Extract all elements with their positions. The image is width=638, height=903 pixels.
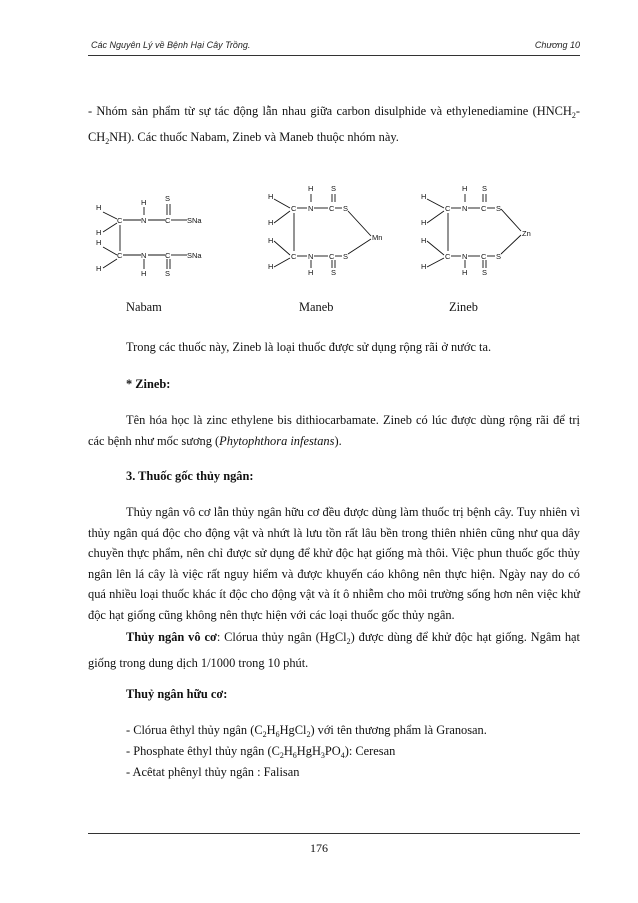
running-header-chapter: Chương 10 [534,40,580,50]
intro-paragraph: - Nhóm sản phẩm từ sự tác động lẫn nhau giữa carbon disulphide và ethylenediamine $(HNCH_2-CH_2NH)$. Các thuốc Nabam, Zineb và Maneb thuộc nhóm này. [88,104,580,146]
atom-sna: SNa [187,251,202,260]
atom-s: S [482,268,488,277]
atom-h: H [462,268,468,277]
organic-item-granosan: - Clórua êthyl thủy ngân $(C_2H_6HgCl_2)$ với tên thương phẩm là Granosan. [126,723,487,739]
atom-h: H [462,184,468,193]
zineb-structure [417,183,552,283]
atom-s: S [343,204,349,213]
atom-n: N [141,251,147,260]
zineb-description: Tên hóa học là zinc ethylene bis dithiocarbamate. Zineb có lúc được dùng rộng rãi để trị các bệnh như mốc sương (Phytophthora infestans). [88,413,580,448]
atom-n: N [308,252,314,261]
atom-c: C [291,204,297,213]
atom-h: H [268,262,274,271]
atom-h: H [96,238,102,247]
organic-mercury-heading: Thuỷ ngân hữu cơ: [126,687,228,701]
atom-h: H [308,268,314,277]
atom-h: H [421,236,427,245]
atom-n: N [462,252,468,261]
atom-zn: Zn [522,229,531,238]
atom-s: S [343,252,349,261]
atom-c: C [445,204,451,213]
atom-c: C [165,216,171,225]
atom-c: C [291,252,297,261]
atom-h: H [421,218,427,227]
atom-c: C [445,252,451,261]
atom-h: H [141,269,147,278]
atom-s: S [496,204,502,213]
footer-rule [88,833,580,834]
atom-mn: Mn [372,233,383,242]
atom-s: S [331,184,337,193]
atom-c: C [117,251,123,260]
atom-h: H [141,198,147,207]
section-3-paragraph: Thủy ngân vô cơ lẫn thủy ngân hữu cơ đều được dùng làm thuốc trị bệnh cây. Tuy nhiên vì thủy ngân quá độc cho động vật và nhứt là lưu tồn rất lâu bền trong thiên nhiên cũng như qua dây chuyền thực phẩm, nên chỉ được sử dụng để khử độc hạt giống mà thôi. Việc phun thuốc gốc thủy ngân lên lá cây là việc rất nguy hiểm và được khuyến cáo không nên thực hiện. Ngày nay do có quá nhiều loại thuốc khác ít độc cho động vật và ít ô nhiễm cho môi trường sống hơn nên việc khử độc hạt giống cũng không nên thực hiện với các loại thuốc gốc thủy ngân. [88,505,580,622]
atom-h: H [308,184,314,193]
nabam-structure [92,183,222,283]
atom-n: N [308,204,314,213]
page-number: 176 [310,841,328,855]
atom-s: S [496,252,502,261]
atom-c: C [117,216,123,225]
running-header-title: Các Nguyên Lý về Bệnh Hại Cây Trồng. [91,40,251,50]
atom-h: H [268,236,274,245]
header-rule [88,55,580,56]
atom-c: C [481,204,487,213]
organic-item-falisan: - Acêtat phênyl thủy ngân : Falisan [126,765,300,779]
atom-c: C [165,251,171,260]
atom-h: H [268,192,274,201]
atom-c: C [481,252,487,261]
atom-n: N [141,216,147,225]
atom-h: H [96,228,102,237]
label-zineb: Zineb [449,300,478,314]
atom-h: H [96,203,102,212]
atom-s: S [165,269,171,278]
atom-h: H [421,192,427,201]
label-nabam: Nabam [126,300,162,314]
atom-sna: SNa [187,216,202,225]
atom-h: H [268,218,274,227]
atom-h: H [96,264,102,273]
atom-h: H [421,262,427,271]
atom-c: C [329,252,335,261]
atom-s: S [165,194,171,203]
organic-item-ceresan: - Phosphate êthyl thủy ngân $(C_2H_6HgH_3PO_4)$: Ceresan [126,744,396,760]
atom-n: N [462,204,468,213]
atom-s: S [482,184,488,193]
label-maneb: Maneb [299,300,334,314]
zineb-intro-paragraph: Trong các thuốc này, Zineb là loại thuốc được sử dụng rộng rãi ở nước ta. [126,340,492,354]
section-3-heading: 3. Thuốc gốc thủy ngân: [126,469,254,483]
inorganic-mercury-paragraph: Thủy ngân vô cơ: Clórua thủy ngân (HgCl$_2$) được dùng để khử độc hạt giống. Ngâm hạt giống trong dung dịch 1/1000 trong 10 phút. [88,630,580,670]
zineb-heading: * Zineb: [126,377,171,391]
atom-c: C [329,204,335,213]
maneb-structure [258,183,398,283]
atom-s: S [331,268,337,277]
